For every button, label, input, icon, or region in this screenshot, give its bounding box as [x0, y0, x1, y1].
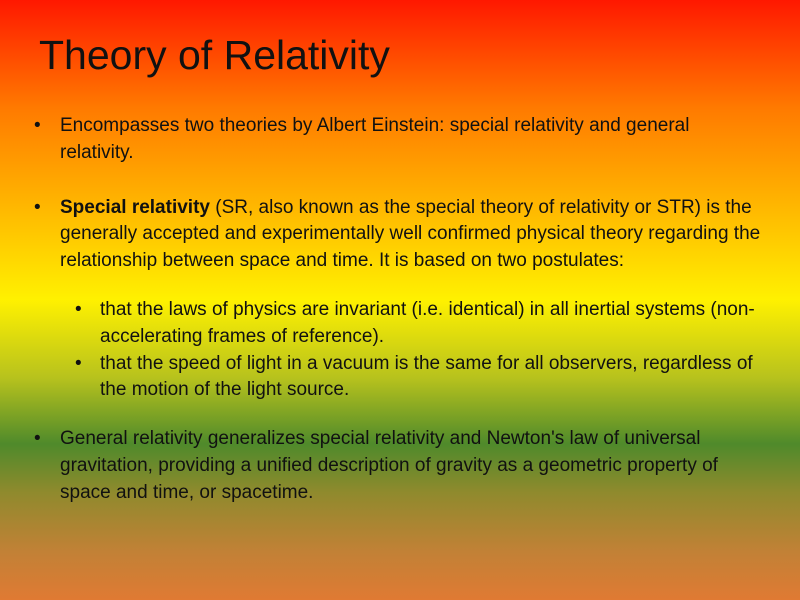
- bullet-item-1: [32, 113, 766, 167]
- slide-content: [32, 113, 766, 507]
- sub-bullet-text-2: that the speed of light in a vacuum is the same for all observers, regardless of the motion of the light source.: [100, 352, 753, 401]
- bullet-text-3: General relativity generalizes special relativity and Newton's law of universal gravitation, providing a unified description of gravity as a geometric property of space and time, or spacetime.: [60, 428, 718, 503]
- sub-bullet-marker-1: •: [75, 298, 82, 320]
- sub-bullet-marker-2: •: [75, 352, 82, 374]
- bullet-marker-3: •: [34, 428, 41, 450]
- bullet-item-2: [32, 195, 766, 275]
- bullet-text-1: Encompasses two theories by Albert Einstein: special relativity and general relativity.: [60, 115, 690, 163]
- sub-bullet-list: [32, 297, 766, 404]
- bullet-marker-1: •: [34, 115, 41, 136]
- bullet-item-3: [32, 426, 766, 506]
- sub-bullet-item-1: [32, 297, 766, 351]
- sub-bullet-item-2: [32, 351, 766, 405]
- bullet-text-2: (SR, also known as the special theory of relativity or STR) is the generally accepted and experimentally well confirmed physical theory regarding the relationship between space and time. It is based on two postulates:: [60, 196, 761, 272]
- bullet-bold-lead-2: Special relativity: [60, 196, 210, 218]
- bullet-marker-2: •: [34, 196, 41, 218]
- sub-bullet-text-1: that the laws of physics are invariant (i.e. identical) in all inertial systems (non-accelerating frames of reference).: [100, 298, 755, 347]
- slide-title: Theory of Relativity: [39, 32, 390, 78]
